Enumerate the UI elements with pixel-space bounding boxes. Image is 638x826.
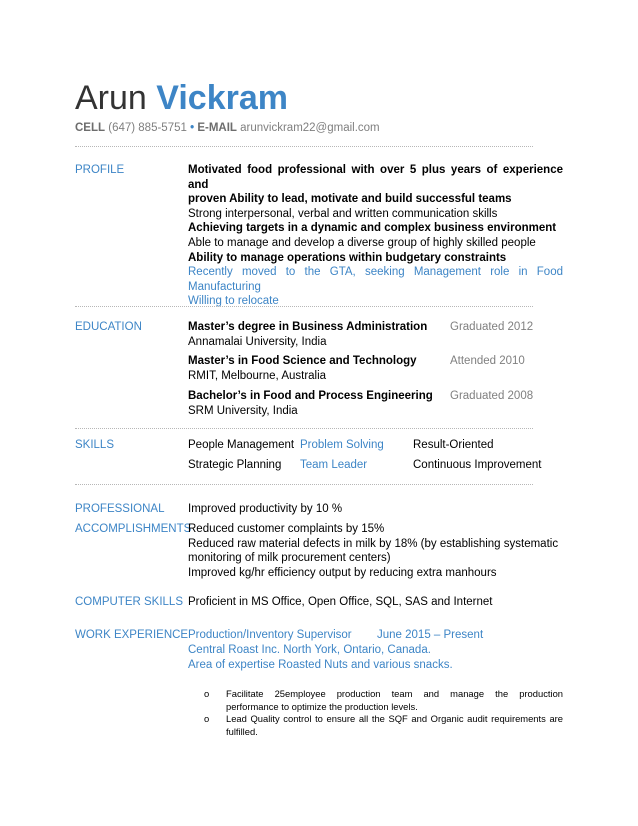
accomplishment-item: monitoring of milk procurement centers) xyxy=(188,552,391,565)
profile-line: Motivated food professional with over 5 plus years of experience and xyxy=(188,164,563,191)
accomplishment-item: Improved kg/hr efficiency output by reducing extra manhours xyxy=(188,566,497,579)
skills-label: SKILLS xyxy=(75,439,114,451)
cell-label: CELL xyxy=(75,122,106,134)
last-name: Vickram xyxy=(156,79,288,117)
degree-status: Graduated 2008 xyxy=(450,390,534,402)
profile-line: Recently moved to the GTA, seeking Management role in Food xyxy=(188,266,563,279)
cell-value: (647) 885-5751 xyxy=(108,122,187,134)
contact-line xyxy=(75,121,380,136)
profile-line: Able to manage and develop a diverse group of highly skilled people xyxy=(188,236,536,249)
school-name: RMIT, Melbourne, Australia xyxy=(188,370,327,382)
bullet-text xyxy=(226,688,563,713)
skill-item: Strategic Planning xyxy=(188,459,282,471)
degree-title: Bachelor’s in Food and Process Engineering xyxy=(188,390,433,402)
divider xyxy=(75,146,533,147)
bullet-icon: o xyxy=(204,688,210,699)
email-label: E-MAIL xyxy=(197,122,237,134)
bullet-line: Facilitate 25employee production team and manage the production xyxy=(226,688,563,699)
skill-item: Continuous Improvement xyxy=(413,459,542,471)
accomplishment-item: Reduced raw material defects in milk by 18% (by establishing systematic xyxy=(188,537,559,550)
degree-title: Master’s degree in Business Administration xyxy=(188,321,428,333)
accomplishments-label: PROFESSIONAL xyxy=(75,503,165,515)
degree-status: Graduated 2012 xyxy=(450,321,534,333)
profile-line: proven Ability to lead, motivate and build successful teams xyxy=(188,193,512,206)
profile-line: Ability to manage operations within budgetary constraints xyxy=(188,251,507,264)
divider xyxy=(75,484,533,485)
company-name: Central Roast Inc. North York, Ontario, Canada. xyxy=(188,644,431,656)
profile-line: Strong interpersonal, verbal and written communication skills xyxy=(188,207,498,220)
divider xyxy=(75,306,533,307)
bullet-text xyxy=(226,713,563,738)
job-area: Area of expertise Roasted Nuts and various snacks. xyxy=(188,659,453,671)
separator-dot: • xyxy=(190,122,195,134)
degree-status: Attended 2010 xyxy=(450,355,525,367)
computer-skills-text: Proficient in MS Office, Open Office, SQL, SAS and Internet xyxy=(188,596,493,608)
job-title: Production/Inventory Supervisor xyxy=(188,629,352,641)
skill-item: People Management xyxy=(188,439,295,451)
profile-line: Achieving targets in a dynamic and complex business environment xyxy=(188,222,557,235)
bullet-icon: o xyxy=(204,713,210,724)
accomplishments-list xyxy=(188,522,563,580)
accomplishment-item: Improved productivity by 10 % xyxy=(188,503,343,515)
profile-label: PROFILE xyxy=(75,164,125,176)
profile-content xyxy=(188,163,563,309)
school-name: SRM University, India xyxy=(188,405,298,417)
bullet-line: Lead Quality control to ensure all the SQF and Organic audit requirements are xyxy=(226,713,563,724)
job-dates: June 2015 – Present xyxy=(377,629,484,641)
skill-item: Team Leader xyxy=(300,459,368,471)
first-name: Arun xyxy=(75,79,147,117)
bullet-line: performance to optimize the production levels. xyxy=(226,700,418,712)
school-name: Annamalai University, India xyxy=(188,336,327,348)
education-label: EDUCATION xyxy=(75,321,142,333)
bullet-line: fulfilled. xyxy=(226,725,258,737)
skill-item: Result-Oriented xyxy=(413,439,494,451)
profile-line: Willing to relocate xyxy=(188,295,279,308)
divider xyxy=(75,428,533,429)
skill-item: Problem Solving xyxy=(300,439,384,451)
profile-line: Manufacturing xyxy=(188,280,261,293)
computer-skills-label: COMPUTER SKILLS xyxy=(75,596,183,608)
accomplishments-label: ACCOMPLISHMENTS xyxy=(75,523,192,535)
candidate-name xyxy=(75,78,288,118)
degree-title: Master’s in Food Science and Technology xyxy=(188,355,417,367)
accomplishment-item: Reduced customer complaints by 15% xyxy=(188,523,385,535)
email-value: arunvickram22@gmail.com xyxy=(240,122,380,134)
work-experience-label: WORK EXPERIENCE xyxy=(75,629,189,641)
